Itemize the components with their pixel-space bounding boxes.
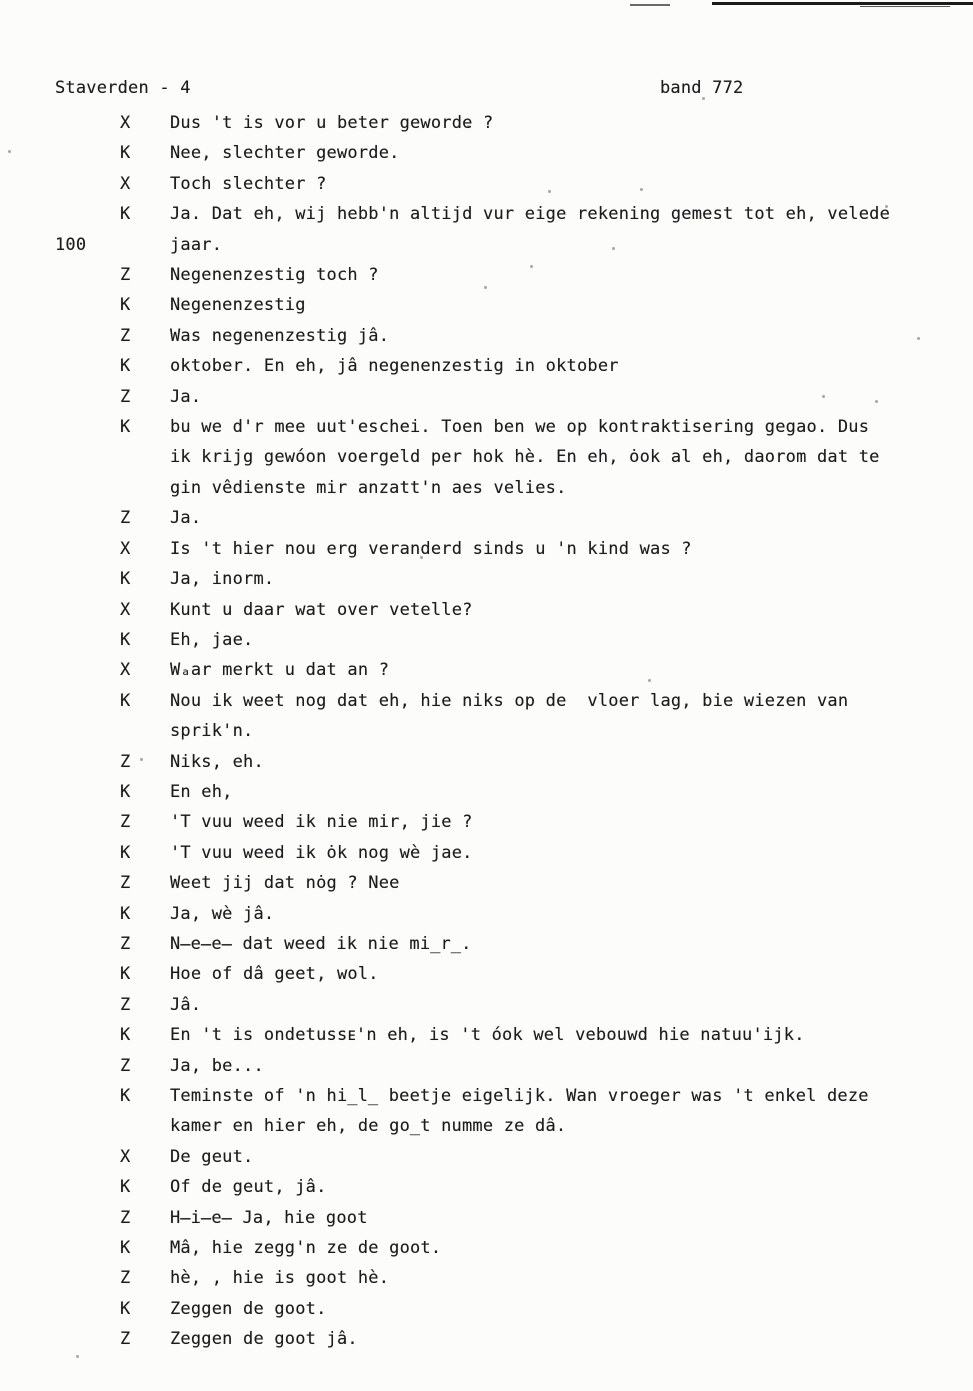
speaker-label: K [120, 690, 131, 711]
line-text: bu we d'r mee uut'eschei. Toen ben we op kontraktisering gegao. Dus [170, 417, 870, 438]
transcript-line [0, 1294, 973, 1324]
transcript-line [0, 442, 973, 472]
transcript-line [0, 1172, 973, 1202]
transcript-line [0, 625, 973, 655]
speaker-label: Z [120, 873, 131, 894]
line-text: sprik'n. [170, 721, 254, 742]
transcript-line [0, 199, 973, 229]
transcript-line [0, 412, 973, 442]
speaker-label: Z [120, 386, 131, 407]
transcript-line [0, 929, 973, 959]
transcript-line [0, 321, 973, 351]
line-text: Nou ik weet nog dat eh, hie niks op de vloer lag, bie wiezen van [170, 690, 849, 711]
transcript-line [0, 1020, 973, 1050]
transcript-line [0, 382, 973, 412]
band-label: band 772 [660, 78, 744, 98]
line-text: N̶e̶e̶ dat weed ik nie mi̲r̲. [170, 933, 472, 954]
transcript-line [0, 595, 973, 625]
line-text: Dus 't is vor u beter geworde ? [170, 113, 494, 133]
speaker-label: K [120, 1238, 131, 1259]
line-text: Zeggen de goot. [170, 1298, 327, 1319]
transcript-line [0, 716, 973, 746]
transcript [0, 108, 973, 1355]
transcript-line [0, 777, 973, 807]
transcript-line [0, 1051, 973, 1081]
line-text: 'T vuu weed ik nie mir, jie ? [170, 812, 473, 833]
transcript-line [0, 1081, 973, 1111]
line-number: 100 [55, 234, 87, 255]
line-text: Nee, slechter geworde. [170, 143, 400, 164]
speaker-label: Z [120, 994, 131, 1015]
line-text: H̶i̶e̶ Ja, hie goot [170, 1207, 368, 1228]
line-text: En 't is ondetussᴇ'n eh, is 't óok wel vebouwd hie natuu'ijk. [170, 1025, 805, 1046]
speaker-label: Z [120, 1055, 131, 1076]
transcript-line [0, 503, 973, 533]
speaker-label: X [120, 173, 131, 194]
line-text: Niks, eh. [170, 751, 264, 772]
line-text: Ja, be... [170, 1055, 264, 1076]
line-text: Ja. Dat eh, wij hebb'n altijd vur eige rekening gemest tot eh, velede [170, 204, 891, 225]
speaker-label: K [120, 1298, 131, 1319]
line-text: Of de geut, jâ. [170, 1177, 327, 1198]
speaker-label: K [120, 356, 131, 377]
transcript-line [0, 108, 973, 138]
speaker-label: Z [120, 325, 131, 346]
transcript-line [0, 230, 973, 260]
speaker-label: Z [120, 1207, 131, 1228]
transcript-line [0, 990, 973, 1020]
page-title: Staverden - 4 [55, 78, 191, 98]
line-text: Jâ. [170, 994, 202, 1015]
line-text: Ja. [170, 508, 202, 529]
transcript-line [0, 655, 973, 685]
speaker-label: K [120, 629, 131, 650]
speaker-label: Z [120, 265, 131, 286]
line-text: 'T vuu weed ik ȯk nog wè jae. [170, 842, 473, 863]
line-text: gin vêdienste mir anzatt'n aes velies. [170, 477, 567, 498]
transcript-line [0, 686, 973, 716]
line-text: Ja, wè jâ. [170, 903, 275, 924]
line-text: Ja, inorm. [170, 569, 275, 590]
line-text: kamer en hier eh, de go̲t numme ze dâ. [170, 1116, 567, 1137]
line-text: Negenenzestig [170, 295, 306, 316]
speaker-label: Z [120, 508, 131, 529]
speaker-label: X [120, 1146, 131, 1167]
line-text: Wₐar merkt u dat an ? [170, 660, 390, 681]
transcript-line [0, 959, 973, 989]
speaker-label: Z [120, 751, 131, 772]
speaker-label: K [120, 1086, 131, 1106]
line-text: Eh, jae. [170, 629, 254, 650]
transcript-line [0, 473, 973, 503]
transcript-line [0, 868, 973, 898]
line-text: oktober. En eh, jâ negenenzestig in oktober [170, 356, 619, 377]
line-text: Was negenenzestig jâ. [170, 325, 390, 346]
line-text: Hoe of dâ geet, wol. [170, 964, 379, 985]
line-text: Ja. [170, 386, 202, 407]
transcript-line [0, 1263, 973, 1293]
speaker-label: K [120, 781, 131, 802]
speaker-label: K [120, 1025, 131, 1046]
transcript-line [0, 1203, 973, 1233]
line-text: Is 't hier nou erg veranderd sinds u 'n kind was ? [170, 538, 692, 559]
transcript-line [0, 1111, 973, 1141]
transcript-line [0, 260, 973, 290]
speaker-label: K [120, 1177, 131, 1198]
speaker-label: K [120, 842, 131, 863]
line-text: Negenenzestig toch ? [170, 265, 379, 286]
line-text: Weet jij dat nȯg ? Nee [170, 873, 400, 894]
speaker-label: Z [120, 812, 131, 833]
speaker-label: K [120, 964, 131, 985]
speaker-label: K [120, 417, 131, 438]
line-text: jaar. [170, 234, 223, 255]
transcript-line [0, 564, 973, 594]
scan-speckle [76, 1355, 79, 1358]
speaker-label: X [120, 113, 131, 133]
document-header [0, 0, 973, 108]
speaker-label: K [120, 295, 131, 316]
line-text: En eh, [170, 781, 233, 802]
line-text: De geut. [170, 1146, 254, 1167]
transcript-line [0, 899, 973, 929]
speaker-label: K [120, 569, 131, 590]
transcript-line [0, 747, 973, 777]
transcript-line [0, 169, 973, 199]
line-text: Zeggen de goot jâ. [170, 1329, 358, 1350]
speaker-label: Z [120, 933, 131, 954]
speaker-label: X [120, 660, 131, 681]
speaker-label: X [120, 538, 131, 559]
line-text: Mâ, hie zegg'n ze de goot. [170, 1238, 442, 1259]
speaker-label: K [120, 143, 131, 164]
line-text: Toch slechter ? [170, 173, 327, 194]
transcript-line [0, 1142, 973, 1172]
transcript-line [0, 1324, 973, 1354]
transcript-line [0, 807, 973, 837]
transcript-line [0, 838, 973, 868]
transcript-line [0, 138, 973, 168]
line-text: ik krijg gewóon voergeld per hok hè. En eh, ȯok al eh, daorom dat te [170, 447, 880, 468]
transcript-line [0, 290, 973, 320]
transcript-line [0, 534, 973, 564]
speaker-label: Z [120, 1268, 131, 1289]
transcript-line [0, 1233, 973, 1263]
transcript-line [0, 351, 973, 381]
speaker-label: K [120, 903, 131, 924]
speaker-label: X [120, 599, 131, 620]
line-text: Kunt u daar wat over vetelle? [170, 599, 473, 620]
speaker-label: Z [120, 1329, 131, 1350]
speaker-label: K [120, 204, 131, 225]
line-text: Teminste of 'n hi̲l̲ beetje eigelijk. Wan vroeger was 't enkel deze [170, 1086, 869, 1106]
line-text: hè, , hie is goot hè. [170, 1268, 390, 1289]
